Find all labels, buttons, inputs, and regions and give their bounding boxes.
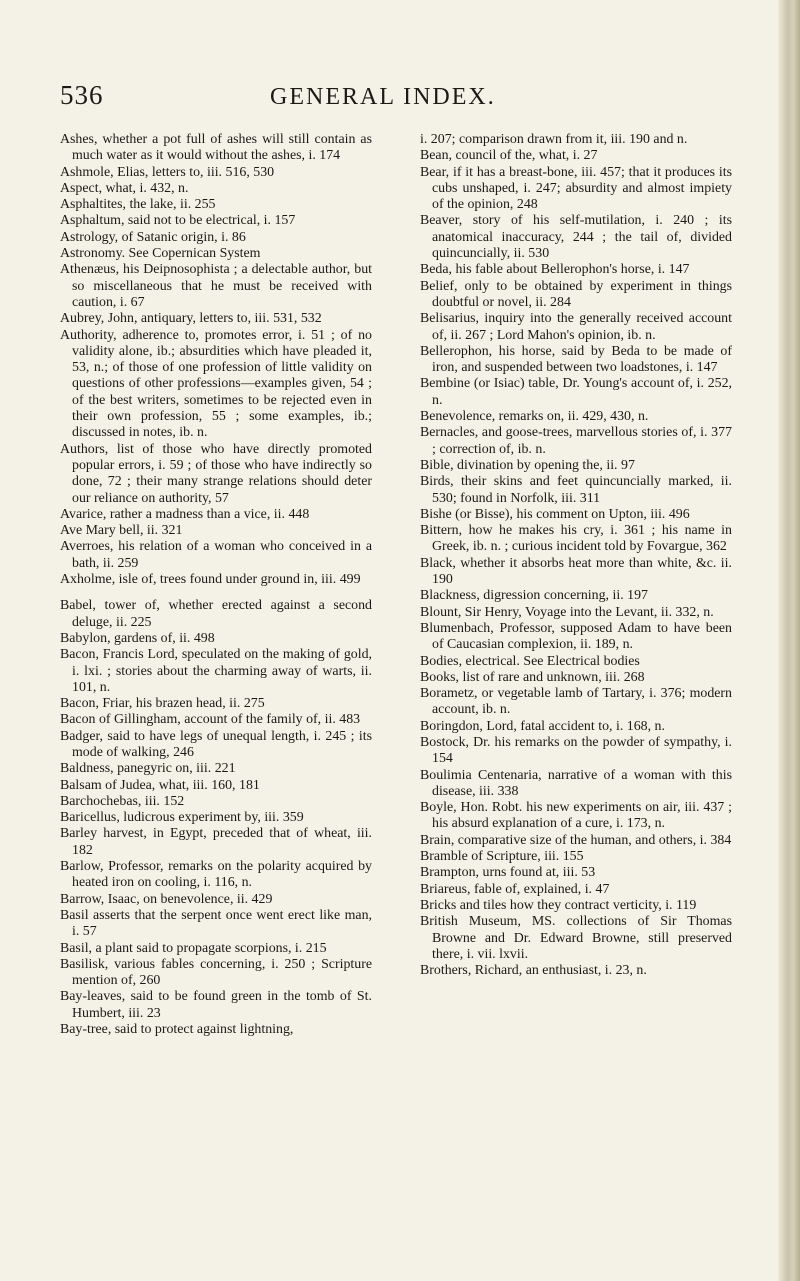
index-entry: Axholme, isle of, trees found under ground in, iii. 499 <box>60 572 361 588</box>
index-entry: Belisarius, inquiry into the generally received account of, ii. 267 ; Lord Mahon's opinion, ib. n. <box>420 311 732 343</box>
index-entry: Boyle, Hon. Robt. his new experiments on air, iii. 437 ; his absurd explanation of a cure, i. 173, n. <box>420 800 732 832</box>
index-entry: British Museum, MS. collections of Sir Thomas Browne and Dr. Edward Browne, still preserved there, i. vii. lxvii. <box>420 914 732 962</box>
index-entry: Asphaltites, the lake, ii. 255 <box>60 197 216 213</box>
index-entry: Borametz, or vegetable lamb of Tartary, i. 376; modern account, ib. n. <box>420 686 732 718</box>
index-entry: Baldness, panegyric on, iii. 221 <box>60 761 236 777</box>
index-entry: Birds, their skins and feet quincuncially marked, ii. 530; found in Norfolk, iii. 311 <box>420 474 732 506</box>
index-entry: Benevolence, remarks on, ii. 429, 430, n. <box>420 409 649 425</box>
index-entry: Boringdon, Lord, fatal accident to, i. 168, n. <box>420 718 665 734</box>
index-entry: Basilisk, various fables concerning, i. 250 ; Scripture mention of, 260 <box>60 956 372 989</box>
index-entry: Baricellus, ludicrous experiment by, iii. 359 <box>60 810 304 826</box>
index-entry: Basil asserts that the serpent once went erect like man, i. 57 <box>60 907 372 940</box>
index-entry: Blount, Sir Henry, Voyage into the Levant, ii. 332, n. <box>420 604 714 620</box>
index-entry: Brothers, Richard, an enthusiast, i. 23, n. <box>420 963 647 979</box>
index-entry: Barchochebas, iii. 152 <box>60 793 185 809</box>
index-entry: Bacon, Francis Lord, speculated on the making of gold, i. lxi. ; stories about the charming away of warts, ii. 101, n. <box>60 647 372 695</box>
index-column-left <box>60 132 372 1038</box>
section-gap <box>60 588 372 598</box>
index-entry: Babel, tower of, whether erected against a second deluge, ii. 225 <box>60 598 372 630</box>
running-head: GENERAL INDEX. <box>270 84 496 110</box>
index-entry: Books, list of rare and unknown, iii. 268 <box>420 669 645 685</box>
index-entry: Belief, only to be obtained by experiment in things doubtful or novel, ii. 284 <box>420 278 732 310</box>
index-entry: Bay-tree, said to protect against lightning, <box>60 1022 294 1038</box>
index-entry: Bodies, electrical. See Electrical bodies <box>420 653 640 669</box>
index-entry: Black, whether it absorbs heat more than white, &c. ii. 190 <box>420 555 732 588</box>
page-header <box>0 80 760 120</box>
index-entry: Boulimia Centenaria, narrative of a woman with this disease, iii. 338 <box>420 767 732 799</box>
index-entry: Babylon, gardens of, ii. 498 <box>60 630 215 646</box>
index-entry: Bay-leaves, said to be found green in the tomb of St. Humbert, iii. 23 <box>60 989 372 1021</box>
index-entry: Briareus, fable of, explained, i. 47 <box>420 881 610 897</box>
index-entry: Bacon of Gillingham, account of the family of, ii. 483 <box>60 712 361 728</box>
index-entry: i. 207; comparison drawn from it, iii. 190 and n. <box>420 132 688 147</box>
index-entry: Aspect, what, i. 432, n. <box>60 180 189 196</box>
index-entry: Authority, adherence to, promotes error, i. 51 ; of no validity alone, ib.; absurdities which have pleaded it, 53, n.; of those of one profession of little validity on questions of other professions—examples given, 54 ; of the best writers, sometimes to be rejected even in their own profession, 55 ; some examples, ib.; discussed in notes, ib. n. <box>60 327 372 441</box>
index-entry: Beda, his fable about Bellerophon's horse, i. 147 <box>420 262 690 278</box>
index-entry: Bellerophon, his horse, said by Beda to be made of iron, and suspended between two loadstones, i. 147 <box>420 343 732 376</box>
index-entry: Blumenbach, Professor, supposed Adam to have been of Caucasian complexion, ii. 189, n. <box>420 620 732 653</box>
index-entry: Basil, a plant said to propagate scorpions, i. 215 <box>60 940 327 956</box>
index-entry: Authors, list of those who have directly promoted popular errors, i. 59 ; of those who have indirectly so done, 72 ; their many strange relations should deter our reliance on authority, 57 <box>60 441 372 506</box>
index-column-right <box>420 132 732 979</box>
index-entry: Barley harvest, in Egypt, preceded that of wheat, iii. 182 <box>60 826 372 858</box>
index-entry: Athenæus, his Deipnosophista ; a delectable author, but so miscellaneous that he must be received with caution, i. 67 <box>60 262 372 310</box>
index-entry: Avarice, rather a madness than a vice, ii. 448 <box>60 506 310 522</box>
index-entry: Bacon, Friar, his brazen head, ii. 275 <box>60 696 265 712</box>
index-entry: Bembine (or Isiac) table, Dr. Young's account of, i. 252, n. <box>420 376 732 408</box>
index-entry: Barlow, Professor, remarks on the polarity acquired by heated iron on cooling, i. 116, n. <box>60 859 372 891</box>
index-entry: Bishe (or Bisse), his comment on Upton, iii. 496 <box>420 506 690 522</box>
index-entry: Beaver, story of his self-mutilation, i. 240 ; its anatomical inaccuracy, 244 ; the tail of, divided quincuncially, ii. 530 <box>420 213 732 262</box>
index-entry: Barrow, Isaac, on benevolence, ii. 429 <box>60 891 273 907</box>
index-entry: Bean, council of the, what, i. 27 <box>420 148 598 164</box>
index-entry: Bostock, Dr. his remarks on the powder of sympathy, i. 154 <box>420 734 732 767</box>
index-entry: Ashes, whether a pot full of ashes will still contain as much water as it would without the ashes, i. 174 <box>60 132 372 164</box>
index-entry: Bear, if it has a breast-bone, iii. 457; that it produces its cubs unshaped, i. 247; absurdity and almost impiety of the opinion, 248 <box>420 164 732 213</box>
index-entry: Brain, comparative size of the human, and others, i. 384 <box>420 832 732 848</box>
index-entry: Asphaltum, said not to be electrical, i. 157 <box>60 213 296 229</box>
index-entry: Badger, said to have legs of unequal length, i. 245 ; its mode of walking, 246 <box>60 728 372 760</box>
index-entry: Bramble of Scripture, iii. 155 <box>420 849 584 865</box>
index-entry: Brampton, urns found at, iii. 53 <box>420 865 596 881</box>
index-entry: Blackness, digression concerning, ii. 197 <box>420 588 648 604</box>
index-entry: Aubrey, John, antiquary, letters to, iii. 531, 532 <box>60 311 322 327</box>
index-entry: Ave Mary bell, ii. 321 <box>60 523 183 539</box>
index-entry: Averroes, his relation of a woman who conceived in a bath, ii. 259 <box>60 539 372 571</box>
page-number: 536 <box>60 80 104 110</box>
index-entry: Bittern, how he makes his cry, i. 361 ; his name in Greek, ib. n. ; curious incident told by Fovargue, 362 <box>420 523 732 555</box>
book-spine-edge <box>778 0 800 1281</box>
index-entry: Astronomy. See Copernican System <box>60 246 261 262</box>
index-entry: Ashmole, Elias, letters to, iii. 516, 530 <box>60 164 275 180</box>
index-entry: Bricks and tiles how they contract verticity, i. 119 <box>420 897 697 913</box>
index-entry: Bible, divination by opening the, ii. 97 <box>420 457 635 473</box>
index-entry: Astrology, of Satanic origin, i. 86 <box>60 229 246 245</box>
index-entry: Balsam of Judea, what, iii. 160, 181 <box>60 777 260 793</box>
index-entry: Bernacles, and goose-trees, marvellous stories of, i. 377 ; correction of, ib. n. <box>420 425 732 457</box>
